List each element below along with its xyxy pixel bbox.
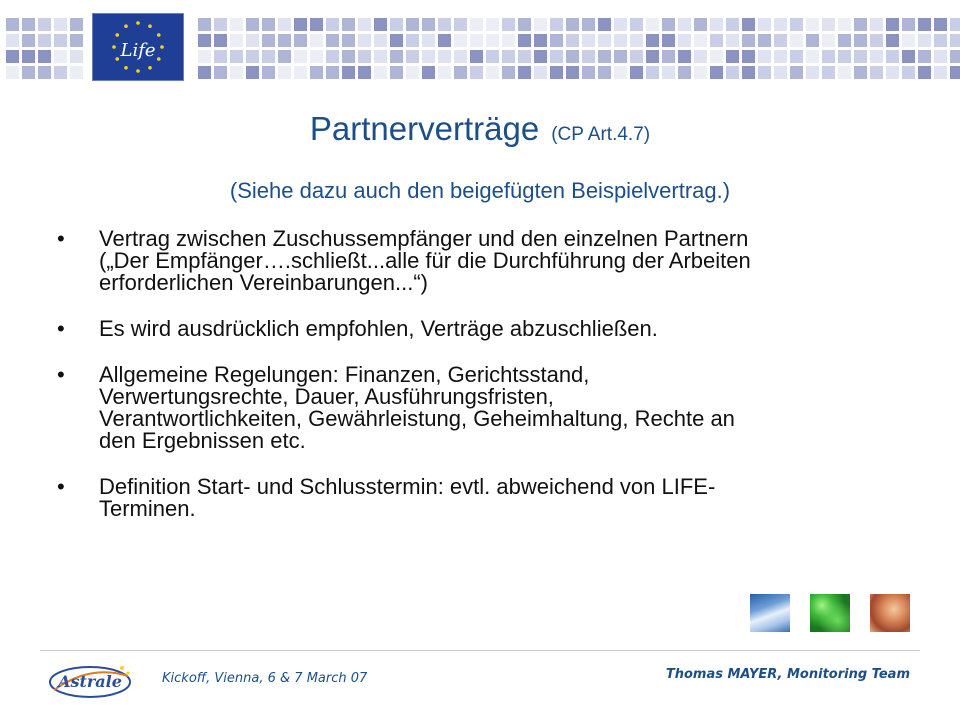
mosaic-tile [902,66,915,79]
mosaic-tile [934,34,947,47]
life-eu-logo-icon [92,13,184,81]
mosaic-tile [438,66,451,79]
mosaic-tile [310,18,323,31]
mosaic-tile [6,50,19,63]
mosaic-tile [326,50,339,63]
mosaic-tile [726,50,739,63]
bullet-item [57,364,857,452]
mosaic-tile [262,66,275,79]
mosaic-tile [70,34,83,47]
mosaic-tile [358,66,371,79]
mosaic-tile [630,66,643,79]
mosaic-tile [646,50,659,63]
eu-star-icon [115,33,119,37]
mosaic-tile [486,66,499,79]
mosaic-tile [406,34,419,47]
green-leaves-image [810,594,850,632]
mosaic-tile [374,18,387,31]
mosaic-tile [54,34,67,47]
mosaic-tile [630,34,643,47]
mosaic-tile [438,18,451,31]
mosaic-tile [822,34,835,47]
eu-star-icon [148,66,152,70]
mosaic-tile [278,66,291,79]
mosaic-tile [470,34,483,47]
mosaic-tile [614,66,627,79]
bullet-line: den Ergebnissen etc. [99,428,306,453]
mosaic-tile [950,34,960,47]
mosaic-tile [614,34,627,47]
mosaic-tile [358,50,371,63]
bullet-line: Verantwortlichkeiten, Gewährleistung, Geheimhaltung, Rechte an [99,406,735,431]
mosaic-tile [694,50,707,63]
mosaic-tile [870,50,883,63]
mosaic-tile [406,66,419,79]
mosaic-tile [854,18,867,31]
mosaic-tile [886,50,899,63]
mosaic-tile [806,66,819,79]
bullet-item [57,318,857,340]
bullet-item [57,476,857,520]
mosaic-tile [774,50,787,63]
mosaic-tile [806,34,819,47]
astrale-logo-icon [44,660,136,704]
mosaic-tile [342,66,355,79]
bullet-line: („Der Empfänger….schließt...alle für die Durchführung der Arbeiten [99,248,751,273]
mosaic-tile [550,34,563,47]
mosaic-tile [198,50,211,63]
eu-star-icon [112,45,116,49]
mosaic-tile [358,18,371,31]
bullet-list [57,228,857,544]
mosaic-tile [262,34,275,47]
mosaic-tile [918,50,931,63]
mosaic-tile [934,18,947,31]
mosaic-tile [662,50,675,63]
mosaic-tile [694,18,707,31]
decorative-thumbnails [750,594,912,632]
mosaic-tile [630,50,643,63]
mosaic-tile [534,34,547,47]
mosaic-tile [502,18,515,31]
mosaic-tile [294,66,307,79]
footer-event: Kickoff, Vienna, 6 & 7 March 07 [162,671,368,686]
mosaic-tile [6,18,19,31]
mosaic-tile [598,18,611,31]
mosaic-tile [662,66,675,79]
mosaic-tile [870,34,883,47]
mosaic-tile [454,66,467,79]
mosaic-tile [486,50,499,63]
bullet-line: Terminen. [99,496,196,521]
mosaic-tile [902,34,915,47]
mosaic-tile [6,34,19,47]
mosaic-tile [438,50,451,63]
eu-star-icon [148,24,152,28]
mosaic-tile [918,34,931,47]
mosaic-tile [886,34,899,47]
mosaic-tile [198,66,211,79]
bullet-line: • Definition Start- und Schlusstermin: evtl. abweichend von LIFE- [99,474,716,499]
mosaic-tile [902,18,915,31]
mosaic-tile [582,34,595,47]
eu-star-icon [115,57,119,61]
mosaic-tile [550,50,563,63]
mosaic-tile [486,18,499,31]
mosaic-tile [918,66,931,79]
mosaic-tile [774,66,787,79]
mosaic-tile [374,34,387,47]
eu-star-icon [124,66,128,70]
mosaic-tile [950,18,960,31]
mosaic-tile [374,50,387,63]
mosaic-tile [502,34,515,47]
mosaic-tile [854,66,867,79]
eu-star-icon [160,45,164,49]
mosaic-tile [774,34,787,47]
mosaic-tile [742,18,755,31]
mosaic-tile [390,34,403,47]
mosaic-tile [902,50,915,63]
mosaic-tile [502,66,515,79]
mosaic-tile [262,50,275,63]
eu-star-icon [136,21,140,25]
mosaic-tile [54,66,67,79]
mosaic-tile [358,34,371,47]
mosaic-tile [646,66,659,79]
mosaic-tile [230,50,243,63]
mosaic-tile [614,50,627,63]
mosaic-tile [566,18,579,31]
mosaic-tile [310,66,323,79]
mosaic-tile [710,18,723,31]
mosaic-tile [822,50,835,63]
mosaic-tile [678,50,691,63]
mosaic-tile [806,50,819,63]
footer-author: Thomas MAYER, Monitoring Team [665,667,910,682]
mosaic-tile [278,34,291,47]
mosaic-tile [598,34,611,47]
bullet-line: erforderlichen Vereinbarungen...“) [99,270,428,295]
mosaic-tile [38,34,51,47]
title-reference: (CP Art.4.7) [551,124,651,145]
mosaic-tile [454,18,467,31]
mosaic-tile [886,66,899,79]
mosaic-tile [214,34,227,47]
mosaic-tile [502,50,515,63]
mosaic-tile [38,18,51,31]
bullet-line: • Es wird ausdrücklich empfohlen, Verträge abzuschließen. [99,316,658,341]
mosaic-tile [678,18,691,31]
mosaic-tile [534,18,547,31]
bullet-line: Verwertungsrechte, Dauer, Ausführungsfristen, [99,384,554,409]
mosaic-tile [838,66,851,79]
mosaic-tile [838,50,851,63]
mosaic-tile [758,18,771,31]
mosaic-tile [214,66,227,79]
mosaic-tile [422,66,435,79]
mosaic-tile [774,18,787,31]
mosaic-tile [934,50,947,63]
mosaic-tile [518,66,531,79]
mosaic-tile [630,18,643,31]
mosaic-tile [678,34,691,47]
mosaic-tile [694,66,707,79]
mosaic-tile [470,18,483,31]
mosaic-tile [598,66,611,79]
mosaic-tile [582,50,595,63]
mosaic-tile [294,34,307,47]
mosaic-tile [678,66,691,79]
mosaic-tile [230,66,243,79]
slide-title [0,110,960,148]
mosaic-tile [726,66,739,79]
mosaic-tile [726,18,739,31]
mosaic-tile [422,50,435,63]
mosaic-tile [246,18,259,31]
bullet-item [57,228,857,294]
mosaic-tile [454,34,467,47]
mosaic-tile [22,18,35,31]
mosaic-tile [278,18,291,31]
bullet-line: • Allgemeine Regelungen: Finanzen, Gerichtsstand, [99,362,590,387]
astrale-logo-text: Astrale [58,672,122,691]
mosaic-tile [806,18,819,31]
mosaic-tile [374,66,387,79]
mosaic-tile [246,34,259,47]
mosaic-tile [310,50,323,63]
mosaic-tile [534,66,547,79]
mosaic-tile [70,66,83,79]
mosaic-tile [246,66,259,79]
mosaic-tile [742,34,755,47]
mosaic-tile [534,50,547,63]
mosaic-tile [54,18,67,31]
mosaic-tile [614,18,627,31]
mosaic-tile [822,18,835,31]
mosaic-tile [518,34,531,47]
mosaic-tile [22,66,35,79]
eu-star-icon [157,57,161,61]
mosaic-tile [390,18,403,31]
mosaic-tile [22,50,35,63]
mosaic-tile [710,66,723,79]
mosaic-tile [758,66,771,79]
life-logo-text: Life [120,40,156,61]
mosaic-tile [406,18,419,31]
mosaic-tile [214,50,227,63]
mosaic-tile [198,34,211,47]
mosaic-tile [662,34,675,47]
mosaic-tile [694,34,707,47]
mosaic-tile [470,66,483,79]
mosaic-tile [838,34,851,47]
mosaic-tile [38,50,51,63]
mosaic-tile [790,66,803,79]
title-main: Partnerverträge [309,110,540,147]
mosaic-tile [790,18,803,31]
mosaic-tile [518,50,531,63]
mosaic-tile [790,50,803,63]
mosaic-tile [726,34,739,47]
mosaic-tile [710,34,723,47]
footer-divider [40,650,920,651]
mosaic-tile [758,50,771,63]
sky-clouds-image [750,594,790,632]
mosaic-tile [742,66,755,79]
mosaic-tile [406,50,419,63]
mosaic-tile [390,50,403,63]
mosaic-tile [326,66,339,79]
mosaic-tile [870,18,883,31]
mosaic-tile [278,50,291,63]
mosaic-tile [918,18,931,31]
slide-subtitle: (Siehe dazu auch den beigefügten Beispielvertrag.) [229,178,731,203]
mosaic-tile [438,34,451,47]
mosaic-tile [934,66,947,79]
eu-star-icon [136,69,140,73]
mosaic-tile [486,34,499,47]
mosaic-tile [230,18,243,31]
mosaic-tile [294,18,307,31]
mosaic-tile [822,66,835,79]
eu-star-icon [157,33,161,37]
mosaic-tile [422,18,435,31]
mosaic-tile [550,18,563,31]
mosaic-tile [294,50,307,63]
mosaic-tile [342,18,355,31]
mosaic-tile [70,18,83,31]
mosaic-tile [262,18,275,31]
mosaic-tile [870,66,883,79]
eu-star-icon [124,24,128,28]
mosaic-tile [6,66,19,79]
mosaic-tile [198,18,211,31]
bullet-line: • Vertrag zwischen Zuschussempfänger und den einzelnen Partnern [99,226,749,251]
mosaic-tile [710,50,723,63]
autumn-leaves-image [870,594,910,632]
mosaic-tile [326,34,339,47]
mosaic-tile [790,34,803,47]
mosaic-tile [582,66,595,79]
mosaic-tile [550,66,563,79]
mosaic-tile [390,66,403,79]
mosaic-tile [342,50,355,63]
mosaic-tile [566,66,579,79]
mosaic-tile [582,18,595,31]
mosaic-tile [22,34,35,47]
mosaic-tile [566,34,579,47]
mosaic-tile [454,50,467,63]
mosaic-tile [54,50,67,63]
mosaic-tile [950,50,960,63]
mosaic-tile [646,34,659,47]
mosaic-tile [342,34,355,47]
mosaic-tile [838,18,851,31]
mosaic-tile [422,34,435,47]
mosaic-tile [854,50,867,63]
mosaic-tile [742,50,755,63]
mosaic-tile [662,18,675,31]
mosaic-tile [70,50,83,63]
mosaic-tile [214,18,227,31]
mosaic-tile [854,34,867,47]
mosaic-tile [310,34,323,47]
mosaic-tile [326,18,339,31]
mosaic-tile [518,18,531,31]
mosaic-tile [950,66,960,79]
mosaic-tile [566,50,579,63]
mosaic-tile [598,50,611,63]
mosaic-tile [646,18,659,31]
mosaic-tile [38,66,51,79]
mosaic-tile [230,34,243,47]
mosaic-tile [246,50,259,63]
mosaic-tile [470,50,483,63]
mosaic-tile [886,18,899,31]
mosaic-tile [758,34,771,47]
